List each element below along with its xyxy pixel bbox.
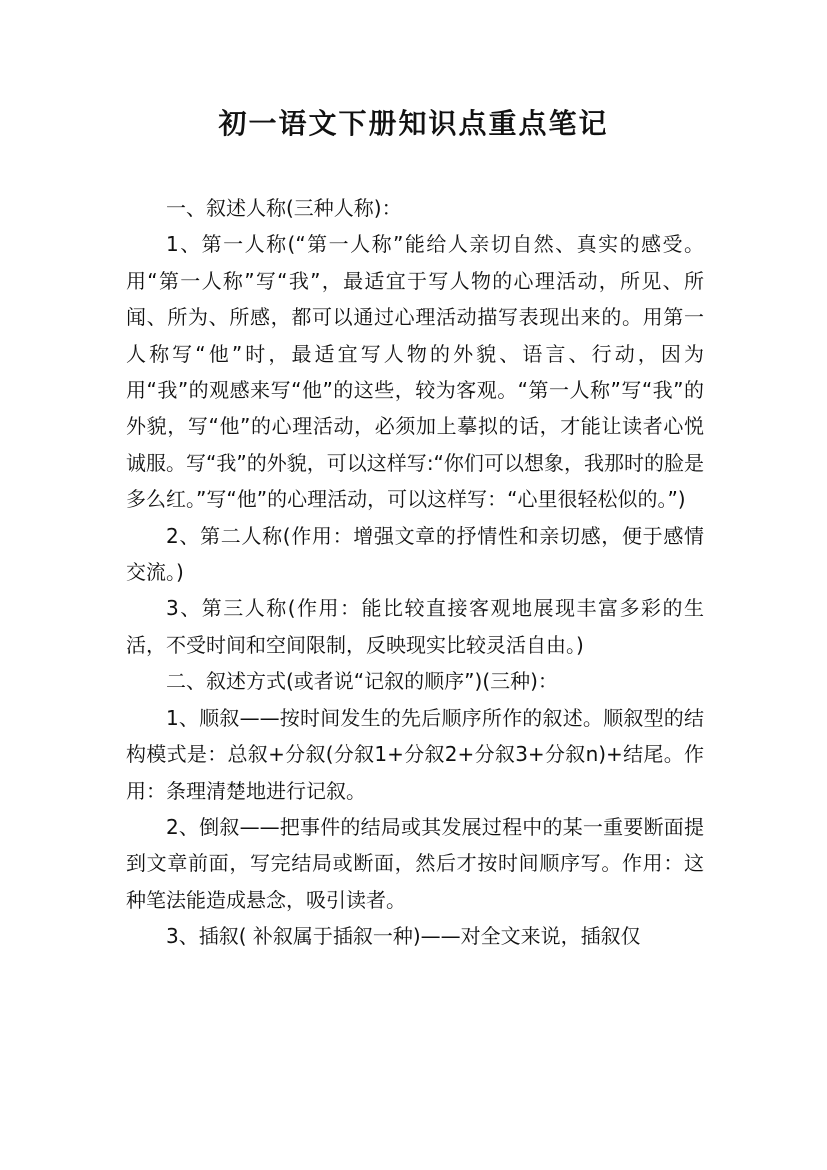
paragraph-flashback: 2、倒叙——把事件的结局或其发展过程中的某一重要断面提到文章前面，写完结局或断面，然后才按时间顺序写。作用：这种笔法能造成悬念，吸引读者。 <box>126 814 704 912</box>
page-title: 初一语文下册知识点重点笔记 <box>218 107 609 140</box>
document-body <box>126 190 704 955</box>
paragraph-first-person: 1、第一人称(“第一人称”能给人亲切自然、真实的感受。用“第一人称”写“我”，最适宜于写人物的心理活动，所见、所闻、所为、所感，都可以通过心理活动描写表现出来的。用第一人称写“他”时，最适宜写人物的外貌、语言、行动，因为用“我”的观感来写“他”的这些，较为客观。“第一人称”写“我”的外貌，写“他”的心理活动，必须加上摹拟的话，才能让读者心悦诚服。写“我”的外貌，可以这样写:“你们可以想象，我那时的脸是多么红。”写“他”的心理活动，可以这样写：“心里很轻松似的。”) <box>126 232 704 512</box>
paragraph-chronological: 1、顺叙——按时间发生的先后顺序所作的叙述。顺叙型的结构模式是：总叙+分叙(分叙1+分叙2+分叙3+分叙n)+结尾。作用：条理清楚地进行记叙。 <box>126 705 704 803</box>
paragraph-heading-narrative-person: 一、叙述人称(三种人称)： <box>166 196 402 220</box>
paragraph-third-person: 3、第三人称(作用：能比较直接客观地展现丰富多彩的生活，不受时间和空间限制，反映现实比较灵活自由。) <box>126 596 704 657</box>
paragraph-second-person: 2、第二人称(作用：增强文章的抒情性和亲切感，便于感情交流。) <box>126 523 704 585</box>
paragraph-interpolation: 3、插叙( 补叙属于插叙一种)——对全文来说，插叙仅 <box>166 924 641 949</box>
paragraph-heading-narrative-order: 二、叙述方式(或者说“记叙的顺序”)(三种)： <box>166 669 558 694</box>
